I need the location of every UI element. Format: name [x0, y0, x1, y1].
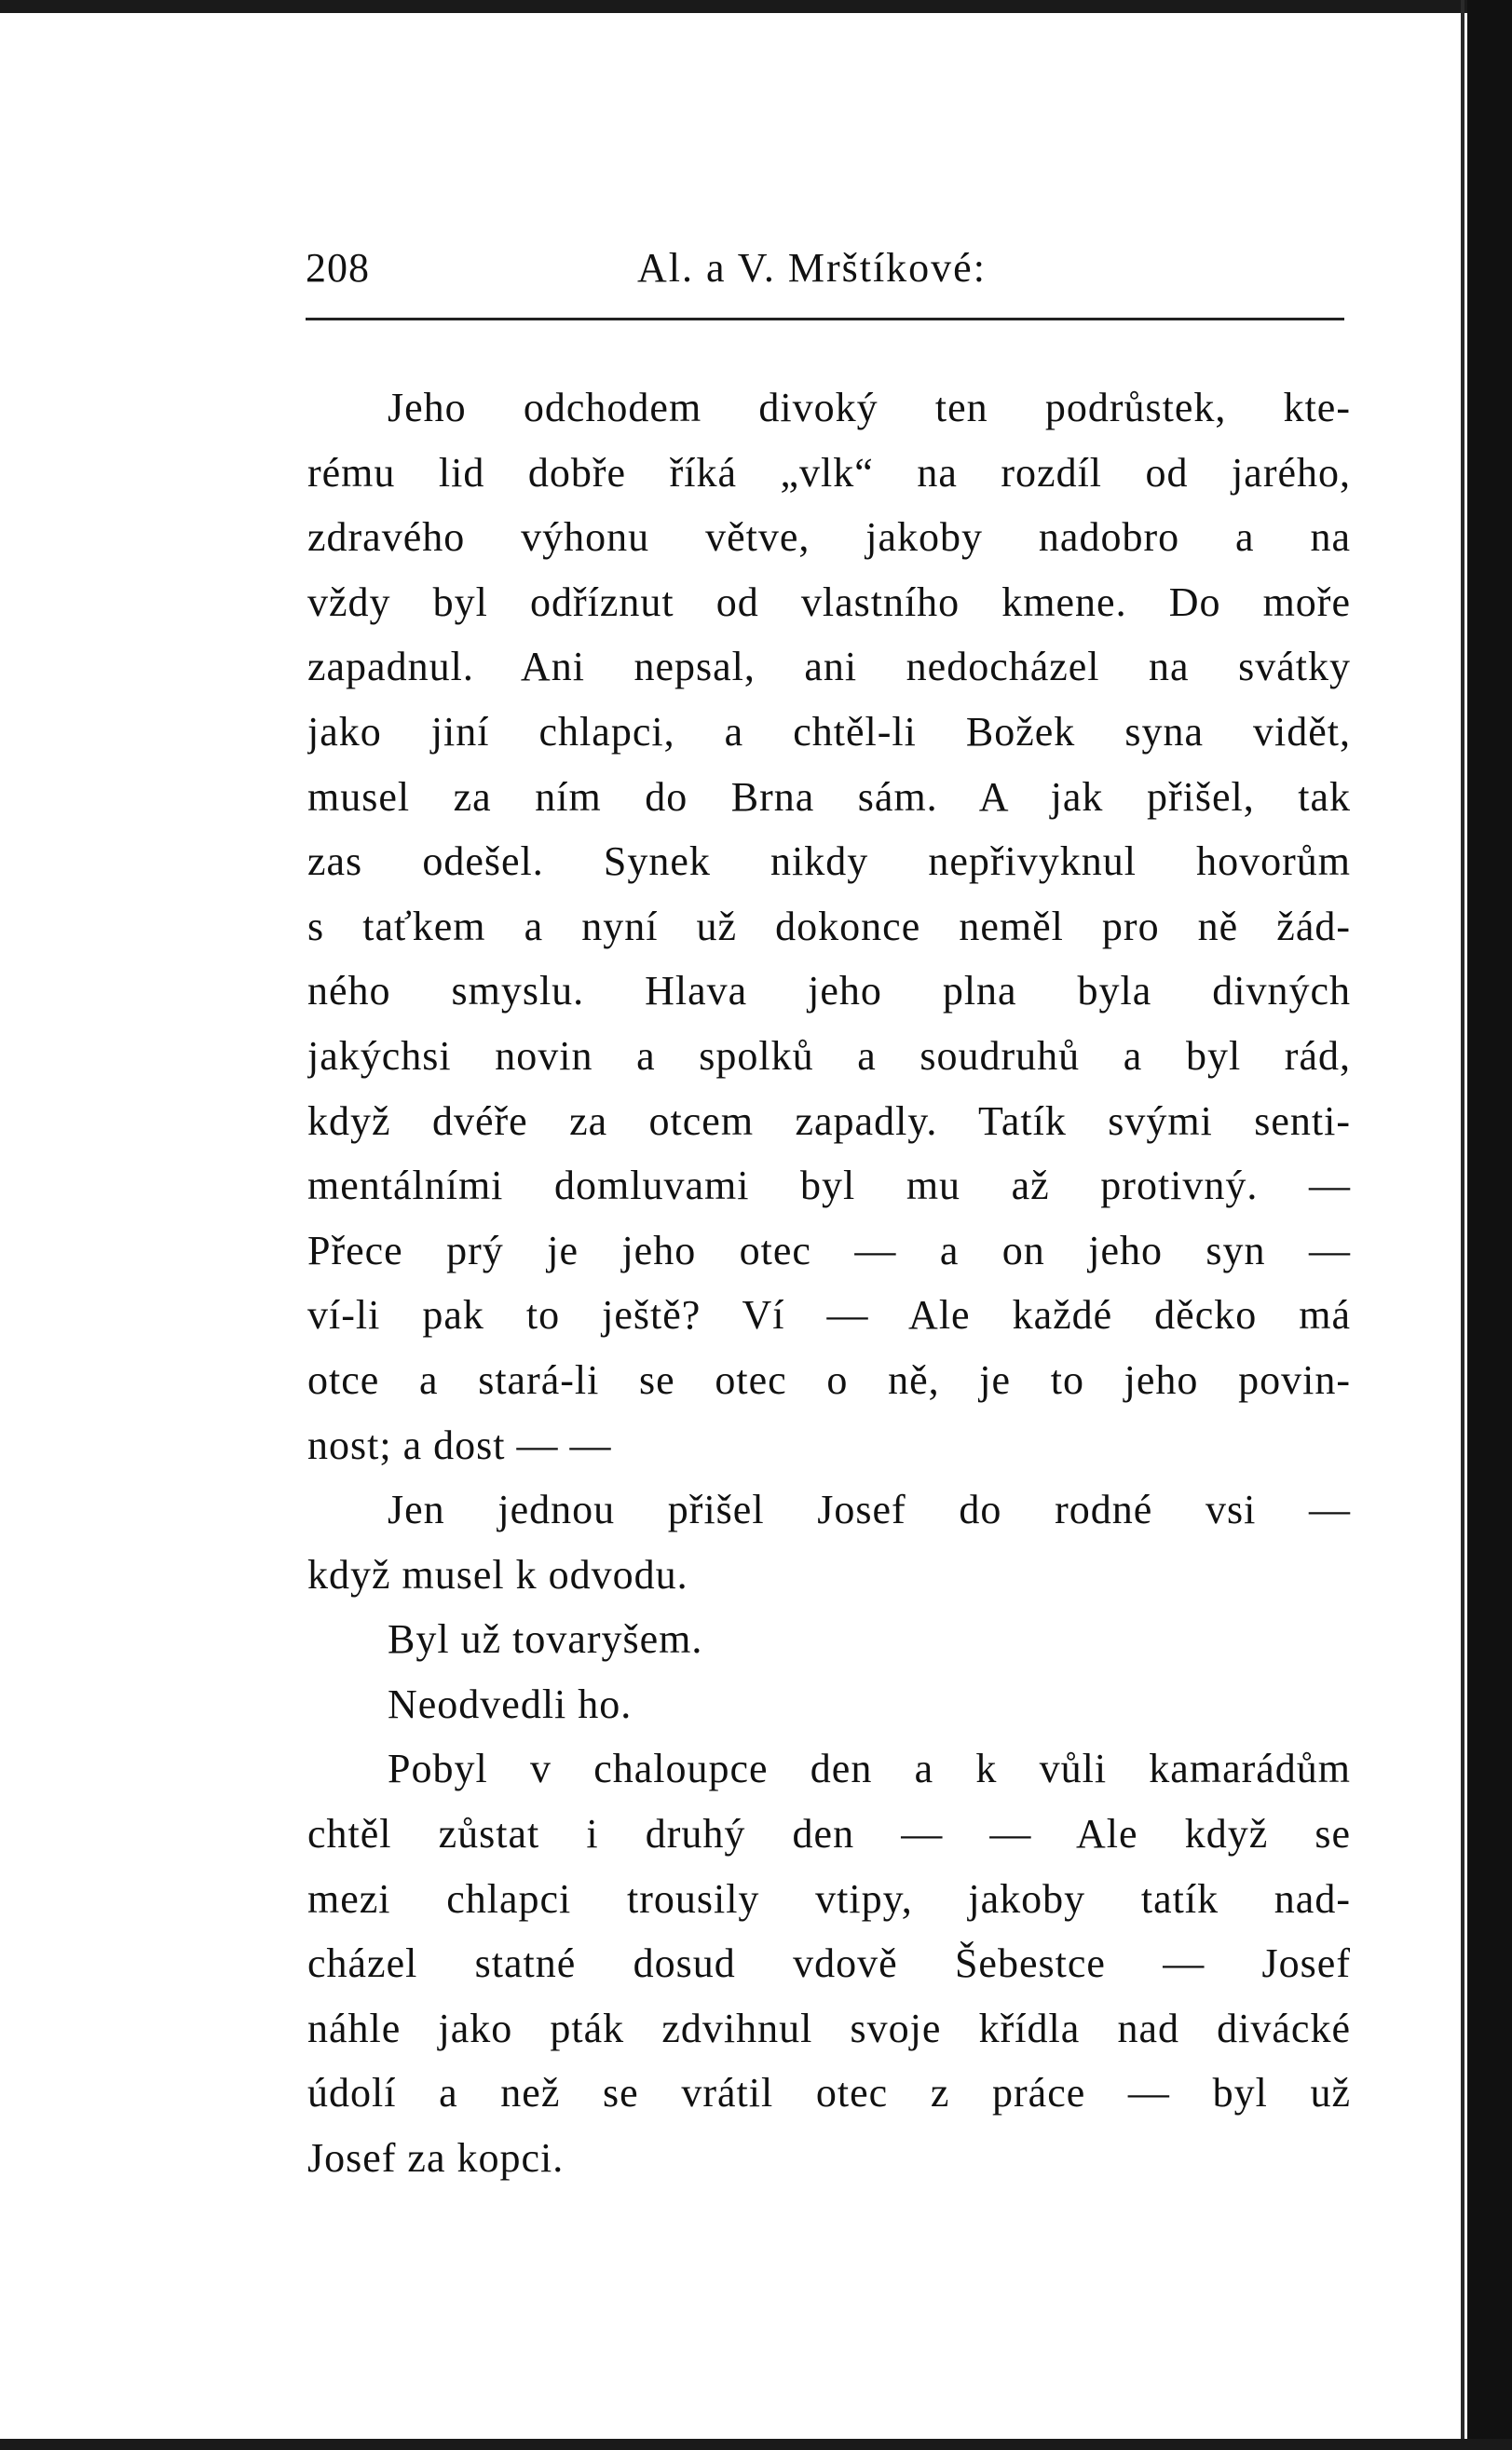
text-line: musel za ním do Brna sám. A jak přišel, tak [307, 773, 1351, 820]
text-line: ného smyslu. Hlava jeho plna byla divných [307, 968, 1351, 1014]
text-line: jakýchsi novin a spolků a soudruhů a byl rád, [307, 1032, 1351, 1079]
page-header [306, 244, 1344, 309]
text-line: vždy byl odříznut od vlastního kmene. Do moře [307, 578, 1351, 625]
text-line: mentálními domluvami byl mu až protivný. — [307, 1163, 1351, 1209]
text-line: údolí a než se vrátil otec z práce — byl už [307, 2070, 1351, 2117]
text-line: s taťkem a nyní už dokonce neměl pro ně žád- [307, 903, 1351, 949]
text-line: Neodvedli ho. [388, 1681, 633, 1727]
text-line: náhle jako pták zdvihnul svoje křídla nad divácké [307, 2005, 1351, 2051]
text-line: Přece prý je jeho otec — a on jeho syn — [307, 1227, 1351, 1273]
scan-edge-right-inner [1461, 0, 1464, 2450]
text-line: zapadnul. Ani nepsal, ani nedocházel na svátky [307, 644, 1351, 690]
text-line: cházel statné dosud vdově Šebestce — Josef [307, 1940, 1351, 1987]
text-line: Jen jednou přišel Josef do rodné vsi — [388, 1487, 1351, 1533]
running-head: Al. a V. Mrštíkové: [637, 245, 987, 291]
text-line: když musel k odvodu. [307, 1551, 688, 1598]
body-text [307, 375, 1351, 2191]
page-number: 208 [306, 245, 370, 291]
text-line: zdravého výhonu větve, jakoby nadobro a na [307, 514, 1351, 561]
header-rule [306, 318, 1344, 320]
text-line: Jeho odchodem divoký ten podrůstek, kte- [388, 385, 1351, 430]
text-line: otce a stará-li se otec o ně, je to jeho povin- [307, 1356, 1351, 1403]
text-line: chtěl zůstat i druhý den — — Ale když se [307, 1811, 1351, 1858]
text-line: nost; a dost — — [307, 1422, 612, 1468]
text-line: jako jiní chlapci, a chtěl-li Božek syna vidět, [307, 708, 1351, 755]
scan-edge-bottom [0, 2439, 1512, 2450]
text-line: ví-li pak to ještě? Ví — Ale každé děcko má [307, 1292, 1351, 1339]
text-line: Pobyl v chaloupce den a k vůli kamarádům [388, 1746, 1351, 1792]
text-line: Byl už tovaryšem. [388, 1616, 703, 1663]
text-line: zas odešel. Synek nikdy nepřivyknul hovorům [307, 838, 1351, 885]
scan-edge-right [1467, 0, 1512, 2450]
text-line: rému lid dobře říká „vlk“ na rozdíl od jarého, [307, 449, 1351, 496]
scan-edge-top [0, 0, 1512, 13]
text-line: Josef za kopci. [307, 2135, 565, 2182]
text-line: mezi chlapci trousily vtipy, jakoby tatík nad- [307, 1875, 1351, 1922]
text-line: když dvéře za otcem zapadly. Tatík svými senti- [307, 1097, 1351, 1144]
